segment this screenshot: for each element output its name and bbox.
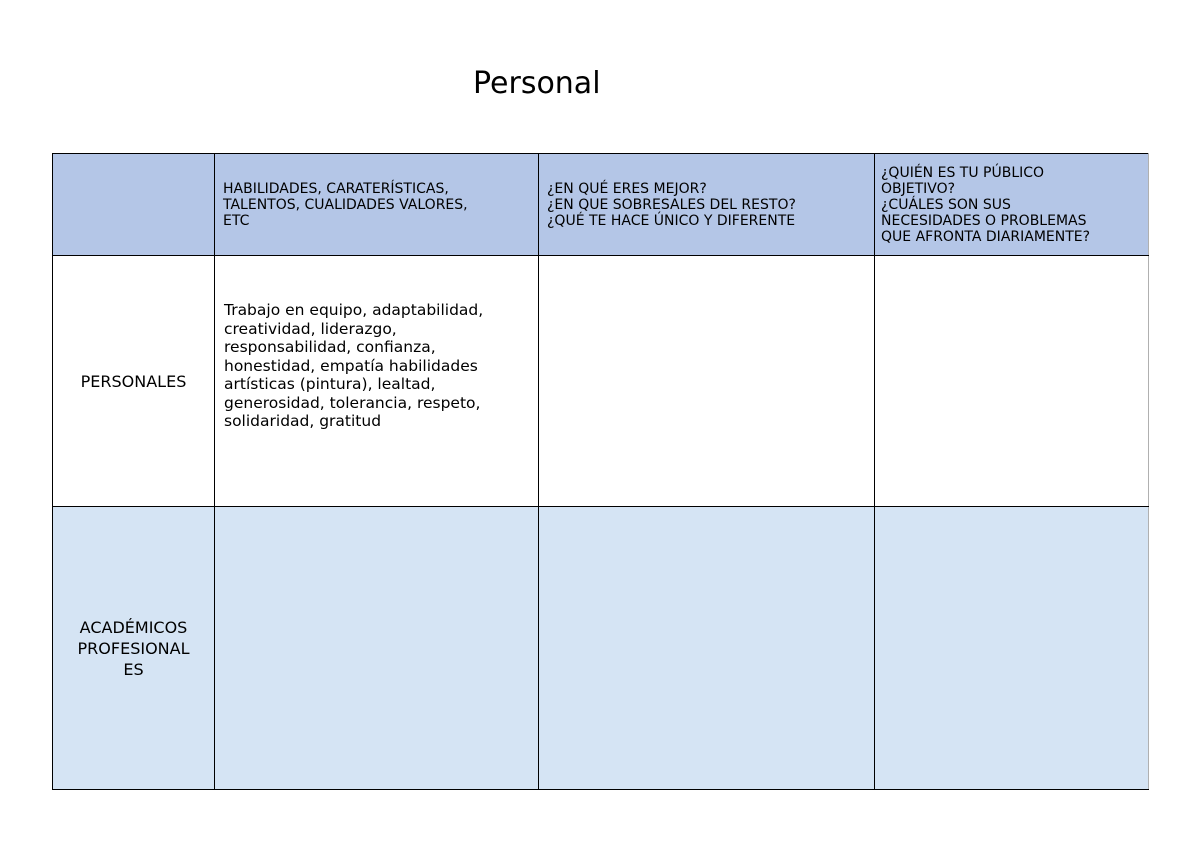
header-text-skills: HABILIDADES, CARATERÍSTICAS, TALENTOS, CUALIDADES VALORES, ETC bbox=[223, 180, 468, 229]
header-text-strengths: ¿EN QUÉ ERES MEJOR? ¿EN QUE SOBRESALES DEL RESTO? ¿QUÉ TE HACE ÚNICO Y DIFERENTE bbox=[547, 180, 796, 229]
header-cell-corner bbox=[53, 154, 215, 256]
table-cell-audience bbox=[875, 507, 1149, 790]
table-cell-strengths bbox=[539, 256, 875, 507]
header-row bbox=[53, 154, 1149, 256]
header-text-audience: ¿QUIÉN ES TU PÚBLICO OBJETIVO? ¿CUÁLES SON SUS NECESIDADES O PROBLEMAS QUE AFRONTA DIARIAMENTE? bbox=[881, 164, 1091, 245]
row-label-academicos: ACADÉMICOS PROFESIONAL ES bbox=[77, 617, 190, 679]
header-cell-skills bbox=[215, 154, 539, 256]
row-label-personales: PERSONALES bbox=[80, 371, 187, 391]
table-row-academicos bbox=[53, 507, 1149, 790]
row-label-cell bbox=[53, 507, 215, 790]
table-cell-strengths bbox=[539, 507, 875, 790]
table-cell-skills bbox=[215, 256, 539, 507]
row-label-cell bbox=[53, 256, 215, 507]
personal-brand-table bbox=[52, 153, 1149, 790]
header-cell-strengths bbox=[539, 154, 875, 256]
document-title: Personal bbox=[473, 66, 601, 101]
table-row-personales bbox=[53, 256, 1149, 507]
header-cell-audience bbox=[875, 154, 1149, 256]
cell-text-personal-skills: Trabajo en equipo, adaptabilidad, creatividad, liderazgo, responsabilidad, confianza, honestidad, empatía habilidades artísticas (pintura), lealtad, generosidad, tolerancia, respeto, solidaridad, gratitud bbox=[224, 300, 484, 431]
title-area bbox=[400, 62, 800, 118]
table-cell-audience bbox=[875, 256, 1149, 507]
table-cell-skills bbox=[215, 507, 539, 790]
